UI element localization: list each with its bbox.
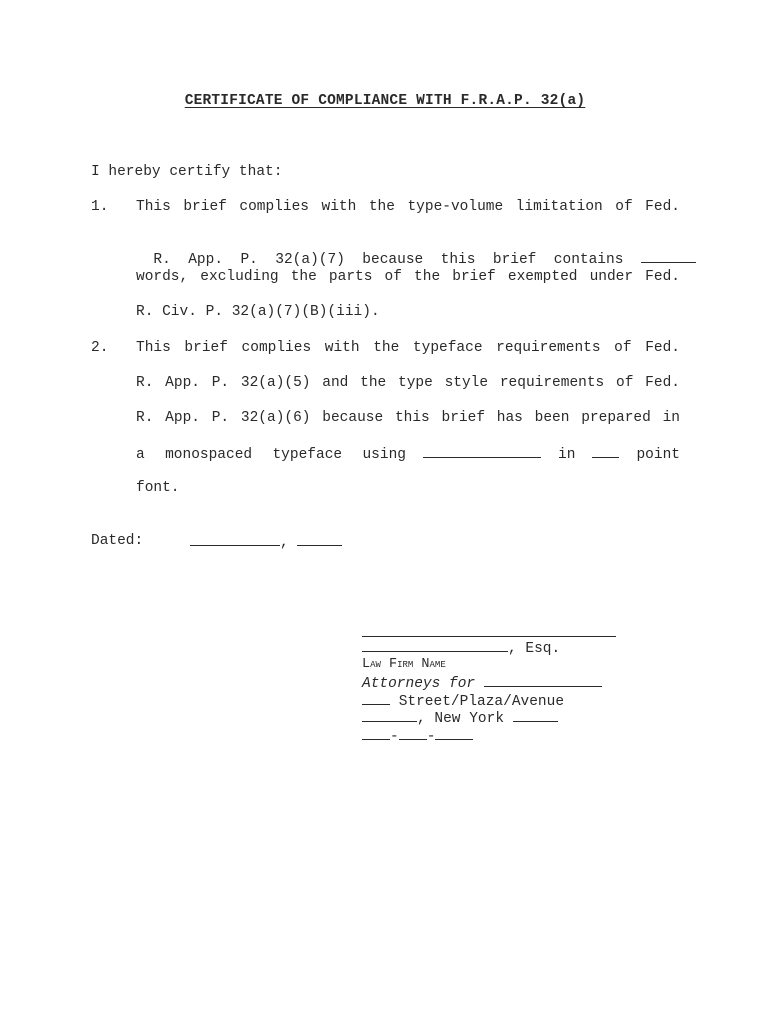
street-line: [362, 692, 564, 710]
item-2-line-3: R. App. P. 32(a)(6) because this brief has been prepared in: [136, 410, 680, 426]
date-month-day-blank: [190, 533, 280, 546]
city-blank: [362, 709, 417, 722]
attorneys-for-text: Attorneys for: [362, 676, 476, 692]
attorney-name-line: [362, 639, 560, 657]
law-firm-name: Law Firm Name: [362, 657, 446, 672]
item-2-line-2: R. App. P. 32(a)(5) and the type style requirements of Fed.: [136, 375, 680, 391]
esq-text: , Esq.: [508, 641, 561, 657]
typeface-blank: [423, 445, 541, 458]
city-text: , New York: [417, 711, 505, 727]
item-2-number: 2.: [91, 340, 109, 356]
street-text: Street/Plaza/Avenue: [390, 694, 565, 710]
item-1-line-2: [136, 234, 680, 268]
phone-dash-1: -: [390, 729, 399, 745]
item-2-line-4: [136, 445, 680, 463]
zip-blank: [513, 709, 558, 722]
attorney-name-blank: [362, 639, 508, 652]
item-1-line-4: R. Civ. P. 32(a)(7)(B)(iii).: [136, 304, 380, 320]
document-title: CERTIFICATE OF COMPLIANCE WITH F.R.A.P. 32(a): [184, 93, 586, 109]
item-2-in-text: in: [558, 447, 576, 463]
date-comma: ,: [280, 535, 289, 551]
item-1-line-1: This brief complies with the type-volume limitation of Fed.: [136, 199, 680, 215]
phone-area-blank: [362, 727, 390, 740]
attorneys-for-line: [362, 674, 602, 692]
item-1-line-3: words, excluding the parts of the brief exempted under Fed.: [136, 269, 680, 285]
phone-line-blank: [435, 727, 473, 740]
date-line: [190, 533, 342, 551]
item-1-line-2-text: R. App. P. 32(a)(7) because this brief contains: [153, 252, 624, 268]
item-2-line-4-text: a monospaced typeface using: [136, 447, 406, 463]
client-blank: [484, 674, 602, 687]
dated-label: Dated:: [91, 533, 144, 549]
intro-text: I hereby certify that:: [91, 164, 283, 180]
phone-line: [362, 727, 473, 745]
phone-prefix-blank: [399, 727, 427, 740]
item-2-point-text: point: [636, 447, 680, 463]
date-year-blank: [297, 533, 342, 546]
street-number-blank: [362, 692, 390, 705]
item-2-line-5: font.: [136, 480, 180, 496]
signature-line: [362, 636, 616, 637]
point-size-blank: [592, 445, 619, 458]
city-line: [362, 709, 558, 727]
item-1-number: 1.: [91, 199, 109, 215]
phone-dash-2: -: [426, 729, 436, 745]
word-count-blank: [641, 250, 696, 263]
item-2-line-1: This brief complies with the typeface requirements of Fed.: [136, 340, 680, 356]
